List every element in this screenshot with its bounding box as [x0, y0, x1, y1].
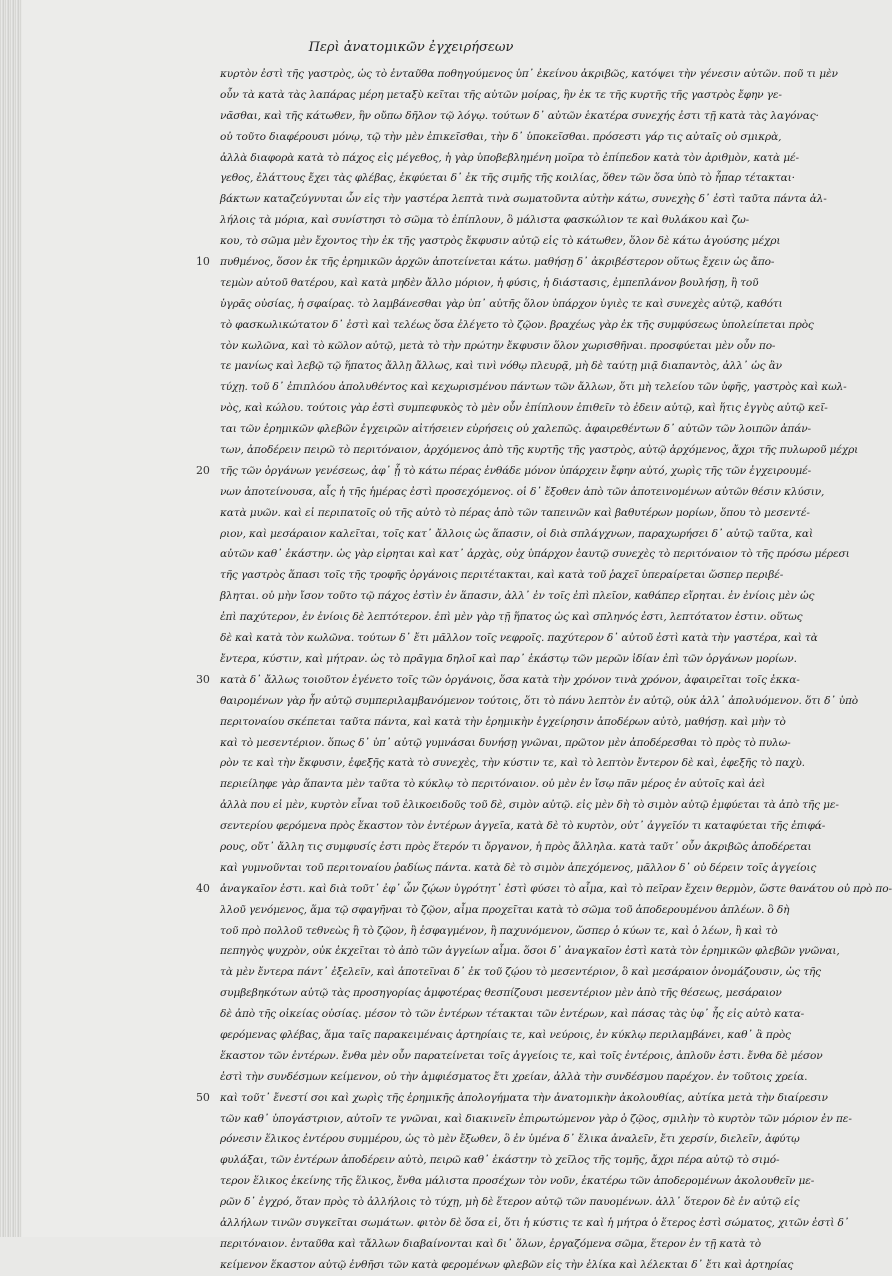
text-line: [220, 1192, 800, 1213]
text-line: [220, 419, 811, 440]
text-line-content: νὸς, καὶ κώλου. τούτοις γὰρ ἐστὶ συμπεφυκὸς τὸ μὲν οὖν ἐπίπλουν ἐπιθεῖν τὸ ἐδειν αὐτῷ, καὶ ἥτις ἐγγὺς αὐτῷ κεῖ-: [220, 402, 828, 415]
text-line: [220, 962, 821, 983]
text-line: [220, 1109, 852, 1130]
text-line-content: γεθος, ἐλάττους ἔχει τὰς φλέβας, ἐκφύεται δ᾽ ἐκ τῆς σιμῆς τῆς κοιλίας, ὅθεν τῶν ὅσα ὑπὸ τὸ ἧπαρ τέτακται·: [220, 172, 795, 185]
text-line: [220, 440, 859, 461]
text-line: [220, 691, 859, 712]
text-line: [220, 315, 814, 336]
text-line-content: σεντερίου φερόμενα πρὸς ἕκαστον τὸν ἐντέρων ἀγγεῖα, κατὰ δὲ τὸ κυρτὸν, οὐτ᾽ ἀγγεῖόν τι καταφύεται τῆς ἐπιφά-: [220, 820, 826, 833]
text-line: [220, 565, 786, 586]
text-line: [196, 879, 892, 900]
line-number: 30: [196, 672, 210, 686]
text-line: [220, 503, 810, 524]
text-line-content: κατὰ μυῶν. καὶ εἰ περιπατοῖς οὐ τῆς αὐτὸ τὸ πέρας ἀπὸ τῶν ταπεινῶν καὶ βαθυτέρων μορίων, ὅπου τὸ μεσεντέ-: [220, 506, 810, 519]
text-line: [220, 1213, 849, 1234]
text-line-content: ἐστὶ τὴν συνδέσμων κείμενον, οὐ τὴν ἀμφιέσματος ἔτι χρείαν, ἀλλὰ τὴν συνδέσμου παρέχον. ἐν τοῦτοις χρεία.: [220, 1070, 808, 1083]
text-line: [220, 106, 819, 127]
text-line: [220, 983, 786, 1004]
text-line-content: φυλάξαι, τῶν ἐντέρων ἀποδέρειν αὐτὸ, πειρῶ καθ᾽ ἑκάστην τὸ χεῖλος τῆς τομῆς, ἄχρι πέρα αὐτῷ τὸ σιμό-: [220, 1154, 780, 1167]
text-line: [220, 482, 825, 503]
text-line: [196, 252, 786, 273]
text-line: [220, 294, 786, 315]
text-line-content: ἀλλὰ που εἰ μὲν, κυρτὸν εἶναι τοῦ ἑλικοειδοῦς τοῦ δὲ, σιμὸν αὐτῷ. εἰς μὲν δὴ τὸ σιμὸν αὐτῷ ἐμφύεται τὰ ἀπὸ τῆς με-: [220, 799, 839, 812]
text-line-content: πυθμένος, ὅσον ἐκ τῆς ἐρημικῶν ἀρχῶν ἀποτείνεται κάτω. μαθήσῃ δ᾽ ἀκριβέστερον οὕτως ἔχειν ὡς ἄπο-: [220, 256, 775, 269]
text-line-content: καὶ τοῦτ᾽ ἔνεστί σοι καὶ χωρὶς τῆς ἐρημικῆς ἀπολογήματα τὴν ἀνατομικὴν ἀκολουθίας, αὐτίκα μετὰ τὴν διαίρεσιν: [220, 1091, 828, 1104]
text-line-content: τὸν κωλῶνα, καὶ τὸ κῶλον αὐτῷ, μετὰ τὸ τὴν πρώτην ἔκφυσιν ὅλον χωρισθῆναι. προσφύεται μὲν οὖν πο-: [220, 339, 776, 352]
text-line-content: ρους, οὔτ᾽ ἄλλη τις συμφυσίς ἐστι πρὸς ἕτερόν τι ὄργανον, ἡ πρὸς ἄλληλα. κατὰ ταῦτ᾽ οὖν ἀκριβῶς ἀποδέρεται: [220, 840, 812, 853]
text-line-content: κείμενον ἕκαστον αὐτῷ ἐνθῆσι τῶν κατὰ φερομένων φλεβῶν εἰς τὴν ἑλίκα καὶ λέλεκται δ᾽ ἔτι καὶ ἀρτηρίας: [220, 1258, 794, 1271]
text-line: [220, 816, 826, 837]
text-line-content: ἐπὶ παχύτερον, ἐν ἐνίοις δὲ λεπτότερον. ἐπὶ μὲν γὰρ τῇ ἥπατος ὡς καὶ σπληνός ἐστι, λεπτότατον ἐστιν. οὕτως: [220, 611, 803, 624]
text-line-content: λλοῦ γενόμενος, ἅμα τῷ σφαγῆναι τὸ ζῷον, αἷμα προχεῖται κατὰ τὸ σῶμα τοῦ ἀποδερουμένου ἀπλέων. ὃ δὴ: [220, 903, 790, 916]
text-line: [220, 524, 813, 545]
text-line: [220, 712, 786, 733]
text-line: [220, 1234, 786, 1255]
text-line-content: φερόμενας φλέβας, ἅμα ταῖς παρακειμέναις ἀρτηρίαις τε, καὶ νεύροις, ἐν κύκλῳ περιλαμβάνει, καθ᾽ ἃ πρὸς: [220, 1028, 791, 1041]
text-line-content: καὶ τὸ μεσεντέριον. ὅπως δ᾽ ὑπ᾽ αὐτῷ γυμνάσαι δυνήσῃ γνῶναι, πρῶτον μὲν ἀποδέρεσθαι τὸ πρὸς τὸ πυλω-: [220, 736, 791, 749]
text-line: [220, 1004, 805, 1025]
book-page-edges: [0, 0, 22, 1237]
text-line-content: αὐτῶν καθ᾽ ἑκάστην. ὡς γὰρ εἰρηται καὶ κατ᾽ ἀρχὰς, οὐχ ὑπάρχον ἑαυτῷ συνεχὲς τὸ περιτόναιον τὸ τῆς πρόσω μέρεσι: [220, 548, 850, 561]
text-line: [220, 649, 797, 670]
text-line-content: ἔντερα, κύστιν, καὶ μήτραν. ὡς τὸ πρᾶγμα δηλοῖ καὶ παρ᾽ ἑκάστῳ τῶν μερῶν ἰδίαν ἐπὶ τῶν ὀργάνων μορίων.: [220, 652, 797, 665]
text-line: [220, 1150, 786, 1171]
text-line-content: λήλοις τὰ μόρια, καὶ συνίστησι τὸ σῶμα τὸ ἐπίπλουν, ὃ μάλιστα φασκώλιον τε καὶ θυλάκου καὶ ζω-: [220, 214, 750, 227]
text-line: [220, 127, 786, 148]
text-line-content: ὑγρᾶς οὐσίας, ἡ σφαίρας. τὸ λαμβάνεσθαι γὰρ ὑπ᾽ αὐτῆς ὅλον ὑπάρχον ὑγιὲς τε καὶ συνεχὲς αὐτῷ, καθότι: [220, 297, 783, 310]
text-line: [220, 941, 840, 962]
text-line: [220, 356, 786, 377]
text-line: [220, 1067, 808, 1088]
text-line: [220, 64, 838, 85]
text-line: [220, 733, 791, 754]
text-line-content: οὖν τὰ κατὰ τὰς λαπάρας μέρη μεταξὺ κεῖται τῆς αὐτῶν μοίρας, ἣν ἐκ τε τῆς κυρτῆς τῆς γαστρὸς ἔφην γε-: [220, 88, 782, 101]
text-line-content: τοῦ πρὸ πολλοῦ τεθνεὼς ἢ τὸ ζῷον, ἢ ἐσφαγμένον, ἢ παχυνόμενον, ὥσπερ ὁ κύων τε, καὶ ὁ λέων, ἢ καὶ τὸ: [220, 924, 778, 937]
text-line-content: ἕκαστον τῶν ἐντέρων. ἔνθα μὲν οὖν παρατείνεται τοῖς ἀγγείοις τε, καὶ τοῖς ἐντέροις, ἁπλοῦν ἐστι. ἔνθα δὲ μέσον: [220, 1049, 823, 1062]
text-line: [220, 1129, 800, 1150]
text-line-content: νων ἀποτείνουσα, αἷς ἡ τῆς ἡμέρας ἐστὶ προσεχόμενος. οἱ δ᾽ ἔξοθεν ἀπὸ τῶν ἀποτεινομένων αὐτῶν θέσιν κλύσιν,: [220, 485, 825, 498]
running-head: Περὶ ἀνατομικῶν ἐγχειρήσεων: [308, 40, 514, 55]
text-line-content: καὶ γυμνοῦνται τοῦ περιτοναίου ῥαδίως πάντα. κατὰ δὲ τὸ σιμὸν ἀπεχόμενος, μᾶλλον δ᾽ οὐ δέρειν τοῖς ἀγγείοις: [220, 861, 817, 874]
text-line-content: τὸ φασκωλικώτατον δ᾽ ἐστὶ καὶ τελέως ὅσα ἐλέγετο τὸ ζῷον. βραχέως γὰρ ἐκ τῆς συμφύσεως ὑπολείπεται πρὸς: [220, 318, 814, 331]
text-line: [220, 168, 795, 189]
text-line: [220, 900, 790, 921]
text-line: [220, 189, 827, 210]
text-line-content: τῶν καθ᾽ ὑπογάστριον, αὐτοῖν τε γνῶναι, καὶ διακινεῖν ἐπιρωτώμενον γὰρ ὁ ζῷος, σμιλὴν τὸ κυρτὸν τῶν μόριον ἐν πε-: [220, 1112, 852, 1125]
text-line: [220, 858, 817, 879]
text-line: [220, 795, 839, 816]
text-line-content: τὰ μὲν ἔντερα πάντ᾽ ἐξελεῖν, καὶ ἀποτεῖναι δ᾽ ἐκ τοῦ ζῴου τὸ μεσεντέριον, ὃ καὶ μεσάραιον ὀνομάζουσιν, ὡς τῆς: [220, 966, 821, 979]
text-line-content: των, ἀποδέρειν πειρῶ τὸ περιτόναιον, ἀρχόμενος ἀπὸ τῆς κυρτῆς τῆς γαστρὸς, αὐτῷ ἀρχόμενος, ἄχρι τῆς πυλωροῦ μέχρι: [220, 444, 859, 457]
text-line: [220, 774, 786, 795]
text-line: [220, 753, 805, 774]
text-line-content: κου, τὸ σῶμα μὲν ἔχοντος τὴν ἐκ τῆς γαστρὸς ἔκφυσιν αὐτῷ εἰς τὸ κάτωθεν, ὅλον δὲ κάτω ἀγούσης μέχρι: [220, 235, 781, 248]
text-line: [220, 210, 786, 231]
text-line-content: περιτοναίου σκέπεται ταῦτα πάντα, καὶ κατὰ τὴν ἐρημικὴν ἐγχείρησιν ἀποδέρων αὐτὸ, μαθήσῃ. καὶ μὴν τὸ: [220, 715, 786, 728]
text-line-content: ἀλλήλων τινῶν συγκεῖται σωμάτων. φιτὸν δὲ ὅσα εἰ, ὅτι ἡ κύστις τε καὶ ἡ μήτρα ὁ ἕτερος ἐστὶ σώματος, χιτῶν ἐστὶ δ᾽: [220, 1216, 849, 1229]
text-line-content: ται τῶν ἐρημικῶν φλεβῶν ἐγχειρῶν αἰτήσειεν εὑρήσεις οὐ χαλεπῶς. ἀφαιρεθέντων δ᾽ αὐτῶν τῶν λοιπῶν ἀπάν-: [220, 423, 811, 436]
text-line: [196, 670, 800, 691]
text-line: [220, 586, 815, 607]
line-number: 40: [196, 881, 210, 895]
text-line-content: ριον, καὶ μεσάραιον καλεῖται, τοῖς κατ᾽ ἄλλοις ὡς ἅπασιν, οἱ διὰ σπλάγχνων, παραχωρήσει δ᾽ αὐτῷ ταῦτα, καὶ: [220, 527, 813, 540]
text-line-content: οὐ τοῦτο διαφέρουσι μόνῳ, τῷ τὴν μὲν ἐπικεῖσθαι, τὴν δ᾽ ὑποκεῖσθαι. πρόσεστι γάρ τις αὐταῖς οὐ σμικρὰ,: [220, 130, 782, 143]
text-line-content: τῆς τῶν ὀργάνων γενέσεως, ἀφ᾽ ᾗ τὸ κάτω πέρας ἐνθάδε μόνον ὑπάρχειν ἔφην αὐτό, χωρὶς τῆς τῶν ἐγχειρουμέ-: [220, 464, 812, 477]
text-line-content: ρόνεσιν ἕλικος ἐντέρου συμμέρου, ὡς τὸ μὲν ἔξωθεν, ὃ ἐν ὑμένα δ᾽ ἕλικα ἀναλεῖν, ἔτι χερσίν, διελεῖν, ἀφύτῳ: [220, 1133, 800, 1146]
greek-text-block: [196, 64, 892, 1276]
text-line-content: πεπηγὸς ψυχρὸν, οὐκ ἐκχεῖται τὸ ἀπὸ τῶν ἀγγείων αἷμα. ὅσοι δ᾽ ἀναγκαῖον ἐστὶ κατὰ τὸν ἐρημικῶν φλεβῶν γνῶναι,: [220, 945, 840, 958]
text-line-content: δὲ καὶ κατὰ τὸν κωλῶνα. τούτων δ᾽ ἔτι μᾶλλον τοῖς νεφροῖς. παχύτερον δ᾽ αὐτοῦ ἐστὶ κατὰ τὴν γαστέρα, καὶ τὰ: [220, 632, 818, 645]
text-line-content: τῆς γαστρὸς ἅπασι τοῖς τῆς τροφῆς ὀργάνοις περιτέτακται, καὶ κατὰ τοῦ ῥαχεῖ ὑπεραίρεται ὥσπερ περιβέ-: [220, 569, 784, 582]
text-line-content: βληται. οὐ μὴν ἴσον τοῦτο τῷ πάχος ἐστὶν ἐν ἅπασιν, ἀλλ᾽ ἐν τοῖς ἐπὶ πλεῖον, καθάπερ εἴρηται. ἐν ἐνίοις μὲν ὡς: [220, 590, 815, 603]
text-line-content: ρῶν δ᾽ ἐγχρό, ὅταν πρὸς τὸ ἀλλήλοις τὸ τύχῃ, μὴ δὲ ἕτερον αὐτῷ τῶν παυομένων. ἀλλ᾽ ὅτερον δὲ ἐν αὐτῷ εἰς: [220, 1196, 800, 1209]
text-line: [196, 461, 812, 482]
text-line: [220, 1046, 823, 1067]
text-line-content: τε μανίως καὶ λεβῷ τῷ ἥπατος ἄλλῃ ἄλλως, καὶ τινὶ νόθῳ πλευρᾷ, μὴ δὲ ταύτῃ μιᾷ διαπαντὸς, ἀλλ᾽ ὡς ἂν: [220, 360, 782, 373]
text-line: [220, 1025, 791, 1046]
text-line: [220, 85, 786, 106]
text-line-content: περιτόναιον. ἐνταῦθα καὶ τἄλλων διαβαίνονται καὶ δι᾽ ὅλων, ἐργαζόμενα σῶμα, ἕτερον ἐν τῇ κατὰ τὸ: [220, 1237, 761, 1250]
text-line-content: τερον ἕλικος ἐκείνης τῆς ἕλικος, ἔνθα μάλιστα προσέχων τὸν νοῦν, ἑκατέρω τῶν ἀποδερομένων ἀκολουθεῖν με-: [220, 1175, 815, 1188]
book-page: [22, 0, 892, 1271]
text-line-content: ἀλλὰ διαφορὰ κατὰ τὸ πάχος εἰς μέγεθος, ἡ γὰρ ὑποβεβλημένη μοῖρα τὸ ἐπίπεδον κατὰ τὸν ἀριθμὸν, κατὰ μέ-: [220, 151, 799, 164]
text-line: [220, 921, 786, 942]
text-line: [196, 1088, 828, 1109]
text-line: [220, 273, 786, 294]
text-line-content: δὲ ἀπὸ τῆς οἰκείας οὐσίας. μέσον τὸ τῶν ἐντέρων τέτακται τῶν ἐντέρων, καὶ πάσας τὰς ὑφ᾽ ἧς εἰς αὐτὸ κατα-: [220, 1008, 805, 1021]
text-line-content: κατὰ δ᾽ ἄλλως τοιοῦτον ἐγένετο τοῖς τῶν ὀργάνοις, ὅσα κατὰ τὴν χρόνον τινὰ χρόνον, ἀφαιρεῖται τοῖς ἐκκα-: [220, 673, 800, 686]
text-line-content: περιείληφε γὰρ ἅπαντα μὲν ταῦτα τὸ κύκλῳ τὸ περιτόναιον. οὐ μὲν ἐν ἴσῳ πᾶν μέρος ἐν αὐτοῖς καὶ ἀεὶ: [220, 778, 766, 791]
line-number: 50: [196, 1090, 210, 1104]
text-line-content: τεμὼν αὐτοῦ θατέρου, καὶ κατὰ μηδὲν ἄλλο μόριον, ἡ φύσις, ἡ διάστασις, ἐμπεπλάνον βουλήσῃ, ἢ τοῦ: [220, 276, 759, 289]
text-line-content: συμβεβηκότων αὐτῷ τὰς προσηγορίας ἀμφοτέρας θεσπίζουσι μεσεντέριον μὲν ἀπὸ τῆς θέσεως, μεσάραιον: [220, 987, 782, 1000]
line-number: 10: [196, 255, 210, 269]
text-line-content: νᾶσθαι, καὶ τῆς κάτωθεν, ἣν οὔπω δῆλον τῷ λόγῳ. τούτων δ᾽ αὐτῶν ἑκατέρα συνεχής ἐστι τῇ κατὰ τὰς λαγόνας·: [220, 109, 819, 122]
text-line-content: κυρτὸν ἐστὶ τῆς γαστρὸς, ὡς τὸ ἐνταῦθα ποθηγούμενος ὑπ᾽ ἐκείνου ἀκριβῶς, κατόψει τὴν γένεσιν αὐτῶν. ποῦ τι μὲν: [220, 68, 838, 80]
text-line-content: θαιρομένων γὰρ ἦν αὐτῷ συμπεριλαμβανόμενον τούτοις, ὅτι τὸ πάνυ λεπτὸν ἐν αὐτῷ, οὐκ ἀλλ᾽ ἀπολυόμενον. ὅτι δ᾽ ὑπὸ: [220, 694, 859, 707]
text-line: [220, 377, 847, 398]
text-line: [220, 231, 786, 252]
text-line-content: βάκτων καταζεύγνυται ὧν εἰς τὴν γαστέρα λεπτὰ τινὰ σωματοῦντα αὐτὴν κάτω, συνεχὴς δ᾽ ἐστὶ ταῦτα πάντα ἀλ-: [220, 193, 827, 206]
text-line-content: ἀναγκαῖον ἐστι. καὶ διὰ τοῦτ᾽ ἐφ᾽ ὧν ζῴων ὑγρότητ᾽ ἐστὶ φύσει τὸ αἷμα, καὶ τὸ πεῖραν ἔχειν θερμὸν, ὥστε θανάτου οὐ πρὸ πο-: [220, 882, 892, 895]
text-line: [220, 1255, 794, 1276]
text-line: [220, 1171, 815, 1192]
text-line: [220, 607, 803, 628]
text-line-content: τύχῃ. τοῦ δ᾽ ἐπιπλόου ἀπολυθέντος καὶ κεχωρισμένου πάντων τῶν ἄλλων, ὅτι μὴ τελείου τῶν ὑφῆς, γαστρὸς καὶ κωλ-: [220, 381, 847, 394]
text-line: [220, 398, 828, 419]
text-line: [220, 837, 812, 858]
text-line: [220, 148, 799, 169]
text-line-content: ρὸν τε καὶ τὴν ἔκφυσιν, ἐφεξῆς κατὰ τὸ συνεχὲς, τὴν κύστιν τε, καὶ τὸ λεπτὸν ἔντερον δὲ καὶ, ἐφεξῆς τὸ παχὺ.: [220, 757, 805, 770]
text-line: [220, 544, 850, 565]
line-number: 20: [196, 463, 210, 477]
text-line: [220, 336, 786, 357]
text-line: [220, 628, 818, 649]
